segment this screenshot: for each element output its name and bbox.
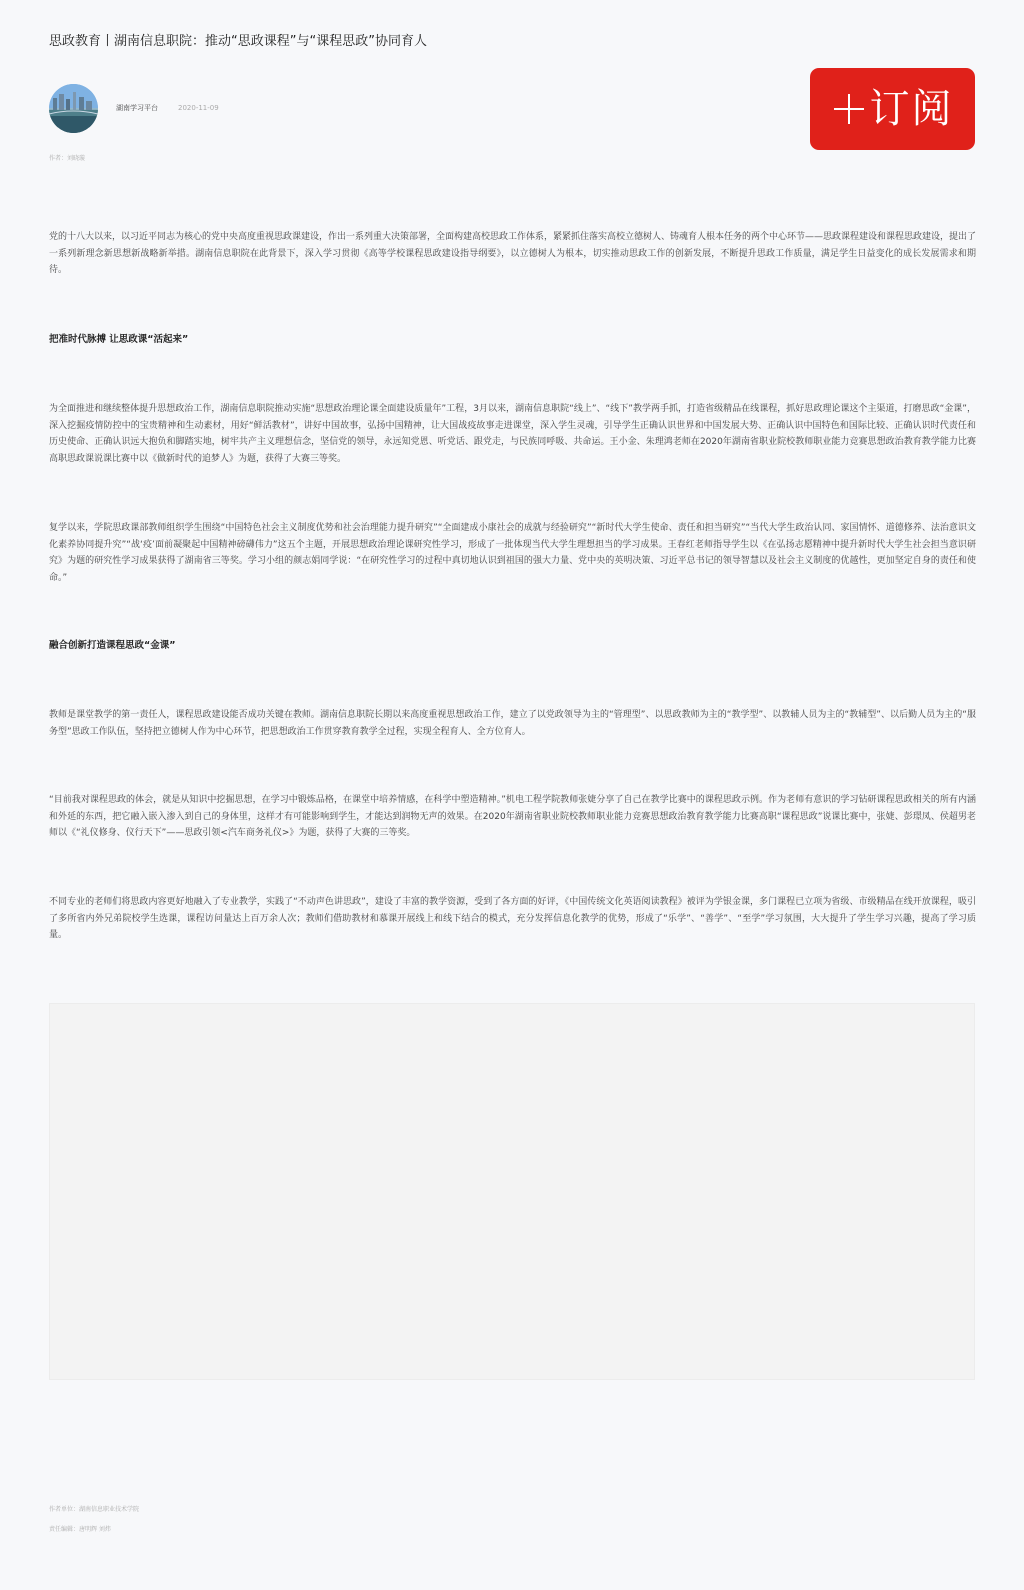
avatar-image: [49, 84, 98, 133]
plus-icon: [832, 92, 866, 126]
section-heading-2: 融合创新打造课程思政“金课”: [49, 640, 176, 651]
subscribe-label: 订阅: [869, 86, 954, 132]
author-unit: 作者单位：湖南信息职业技术学院: [49, 1506, 140, 1513]
avatar[interactable]: [49, 84, 98, 133]
section-heading-1: 把准时代脉搏 让思政课“活起来”: [49, 334, 189, 345]
publish-date: 2020-11-09: [178, 104, 219, 112]
paragraph-5: “目前我对课程思政的体会，就是从知识中挖掘思想，在学习中锻炼品格，在课堂中培养情感，在科学中塑造精神。”机电工程学院教师张婕分享了自己在教学比赛中的课程思政示例。作为老师有意识的学习钻研课程思政相关的所有内涵和外延的东西，把它融入嵌入渗入到自己的身体里，这样才有可能影响到学生，才能达到润物无声的效果。在2020年湖南省职业院校教师职业能力竞赛思想政治教育教学能力比赛高职“课程思政”说课比赛中，张婕、彭璟凤、侯超男老师以《“礼仪修身、仪行天下”——思政引领<汽车商务礼仪>》为题，获得了大赛的三等奖。: [49, 795, 976, 838]
byline: 作者：刘晓璇: [49, 155, 86, 162]
article-image[interactable]: [49, 1003, 975, 1380]
responsible-editor: 责任编辑：唐明辉 刘炜: [49, 1526, 111, 1533]
paragraph-4: 教师是课堂教学的第一责任人，课程思政建设能否成功关键在教师。湖南信息职院长期以来高度重视思想政治工作，建立了以党政领导为主的“管理型”、以思政教师为主的“教学型”、以教辅人员为主的“教辅型”、以后勤人员为主的“服务型”思政工作队伍，坚持把立德树人作为中心环节，把思想政治工作贯穿教育教学全过程，实现全程育人、全方位育人。: [49, 710, 976, 737]
paragraph-2: 为全面推进和继续整体提升思想政治工作，湖南信息职院推动实施“思想政治理论课全面建设质量年”工程，3月以来，湖南信息职院“线上”、“线下”教学两手抓，打造省级精品在线课程，抓好思政理论课这个主渠道，打磨思政“金课”，深入挖掘疫情防控中的宝贵精神和生动素材，用好“鲜活教材”，讲好中国故事，弘扬中国精神，让大国战疫故事走进课堂，深入学生灵魂，引导学生正确认识世界和中国发展大势、正确认识中国特色和国际比较、正确认识时代责任和历史使命、正确认识远大抱负和脚踏实地，树牢共产主义理想信念，坚信党的领导，永远知党恩、听党话、跟党走，与民族同呼吸、共命运。王小金、朱理鸿老师在2020年湖南省职业院校教师职业能力竞赛思想政治教育教学能力比赛高职思政课说课比赛中以《做新时代的追梦人》为题，获得了大赛三等奖。: [49, 404, 976, 464]
paragraph-3: 复学以来，学院思政课部教师组织学生围绕“中国特色社会主义制度优势和社会治理能力提升研究”“全面建成小康社会的成就与经验研究”“新时代大学生使命、责任和担当研究”“当代大学生政治认同、家国情怀、道德修养、法治意识文化素养协同提升究”“战‘疫’面前凝聚起中国精神磅礴伟力”这五个主题，开展思想政治理论课研究性学习，形成了一批体现当代大学生理想担当的学习成果。王春红老师指导学生以《在弘扬志愿精神中提升新时代大学生社会担当意识研究》为题的研究性学习成果获得了湖南省三等奖。学习小组的颜志娟同学说：“在研究性学习的过程中真切地认识到祖国的强大力量、党中央的英明决策、习近平总书记的领导智慧以及社会主义制度的优越性，更加坚定自身的责任和使命。”: [49, 523, 976, 583]
author-name[interactable]: 湖南学习平台: [116, 104, 158, 112]
paragraph-intro: 党的十八大以来，以习近平同志为核心的党中央高度重视思政课建设，作出一系列重大决策部署，全面构建高校思政工作体系，紧紧抓住落实高校立德树人、铸魂育人根本任务的两个中心环节——思政课程建设和课程思政建设，提出了一系列新理念新思想新战略新举措。湖南信息职院在此背景下，深入学习贯彻《高等学校课程思政建设指导纲要》，以立德树人为根本，切实推动思政工作的创新发展，不断提升思政工作质量，满足学生日益变化的成长发展需求和期待。: [49, 232, 977, 275]
paragraph-6: 不同专业的老师们将思政内容更好地融入了专业教学，实践了“不动声色讲思政”，建设了丰富的教学资源，受到了各方面的好评，《中国传统文化英语阅读教程》被评为学银金课，多门课程已立项为省级、市级精品在线开放课程，吸引了多所省内外兄弟院校学生选课，课程访问量达上百万余人次；教师们借助教材和慕课开展线上和线下结合的模式，充分发挥信息化教学的优势，形成了“乐学”、“善学”、“至学”学习氛围，大大提升了学生学习兴趣，提高了学习质量。: [49, 897, 976, 940]
subscribe-button[interactable]: [810, 68, 975, 150]
page-title: 思政教育丨湖南信息职院：推动“思政课程”与“课程思政”协同育人: [49, 34, 427, 49]
